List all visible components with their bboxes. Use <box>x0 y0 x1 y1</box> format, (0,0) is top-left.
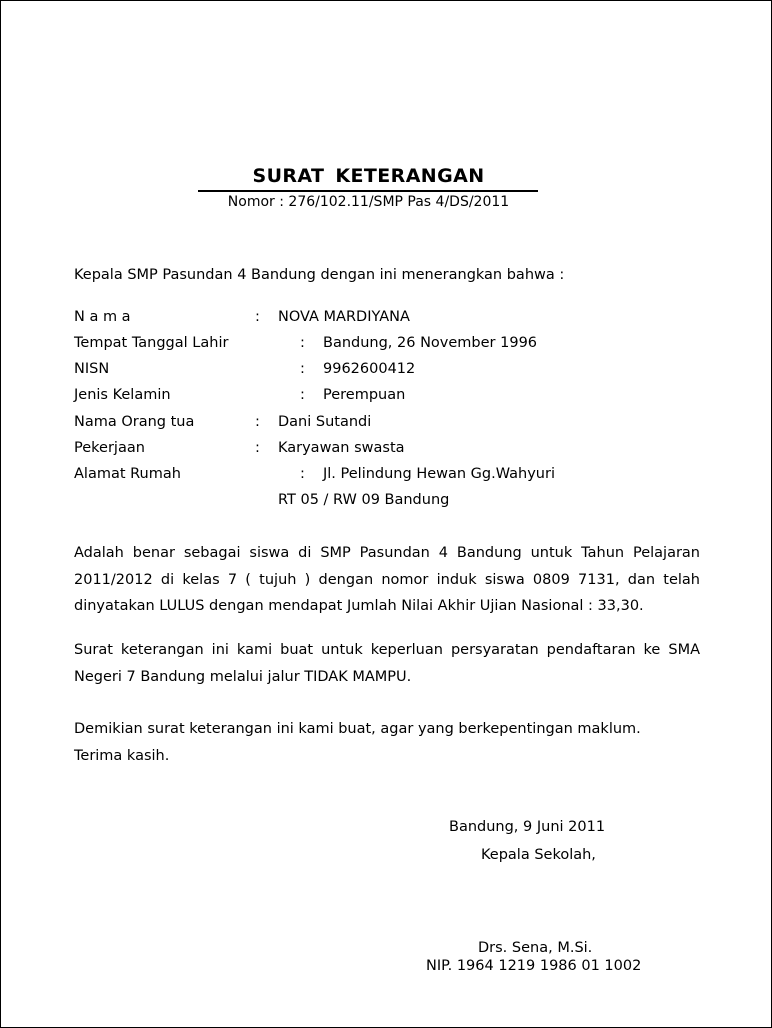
field-colon-ttl: : <box>300 335 305 351</box>
field-colon-job: : <box>255 440 260 456</box>
paragraph-line: Terima kasih. <box>74 747 170 764</box>
field-value-nisn: 9962600412 <box>323 361 416 377</box>
field-value-nama: NOVA MARDIYANA <box>278 309 410 325</box>
signature-place-date: Bandung, 9 Juni 2011 <box>449 819 606 835</box>
field-label-nama: N a m a <box>74 309 131 325</box>
letter-number: Nomor : 276/102.11/SMP Pas 4/DS/2011 <box>227 194 510 210</box>
paragraph-line: Demikian surat keterangan ini kami buat, agar yang berkepentingan maklum. <box>74 721 641 737</box>
signature-nip: NIP. 1964 1219 1986 01 1002 <box>426 958 642 974</box>
paragraph-line: Surat keterangan ini kami buat untuk keperluan persyaratan pendaftaran ke SMA <box>74 642 700 658</box>
field-value-parent: Dani Sutandi <box>278 414 372 430</box>
letter-title: SURAT KETERANGAN <box>252 165 485 187</box>
title-underline <box>198 190 538 192</box>
field-value-address: Jl. Pelindung Hewan Gg.Wahyuri <box>323 466 555 482</box>
field-label-job: Pekerjaan <box>74 440 145 456</box>
field-value-ttl: Bandung, 26 November 1996 <box>323 335 538 351</box>
field-label-parent: Nama Orang tua <box>74 414 195 430</box>
field-colon-nama: : <box>255 309 260 325</box>
field-label-gender: Jenis Kelamin <box>74 387 171 403</box>
signature-position: Kepala Sekolah, <box>481 847 596 863</box>
field-value-gender: Perempuan <box>323 387 406 403</box>
intro-text: Kepala SMP Pasundan 4 Bandung dengan ini menerangkan bahwa : <box>74 267 565 283</box>
paragraph-closing <box>74 716 700 769</box>
field-colon-parent: : <box>255 414 260 430</box>
field-label-nisn: NISN <box>74 361 110 377</box>
signature-name: Drs. Sena, M.Si. <box>478 940 593 956</box>
field-value-job: Karyawan swasta <box>278 440 405 456</box>
paragraph-line: dinyatakan LULUS dengan mendapat Jumlah Nilai Akhir Ujian Nasional : 33,30. <box>74 598 644 614</box>
field-colon-nisn: : <box>300 361 305 377</box>
paragraph-purpose <box>74 637 700 690</box>
paragraph-statement <box>74 540 700 620</box>
field-value-address-line2: RT 05 / RW 09 Bandung <box>278 492 450 508</box>
field-colon-gender: : <box>300 387 305 403</box>
paragraph-line: 2011/2012 di kelas 7 ( tujuh ) dengan nomor induk siswa 0809 7131, dan telah <box>74 571 700 588</box>
field-label-ttl: Tempat Tanggal Lahir <box>74 335 229 351</box>
paragraph-line: Adalah benar sebagai siswa di SMP Pasundan 4 Bandung untuk Tahun Pelajaran <box>74 545 700 561</box>
field-label-address: Alamat Rumah <box>74 466 181 482</box>
field-colon-address: : <box>300 466 305 482</box>
paragraph-line: Negeri 7 Bandung melalui jalur TIDAK MAMPU. <box>74 668 412 685</box>
